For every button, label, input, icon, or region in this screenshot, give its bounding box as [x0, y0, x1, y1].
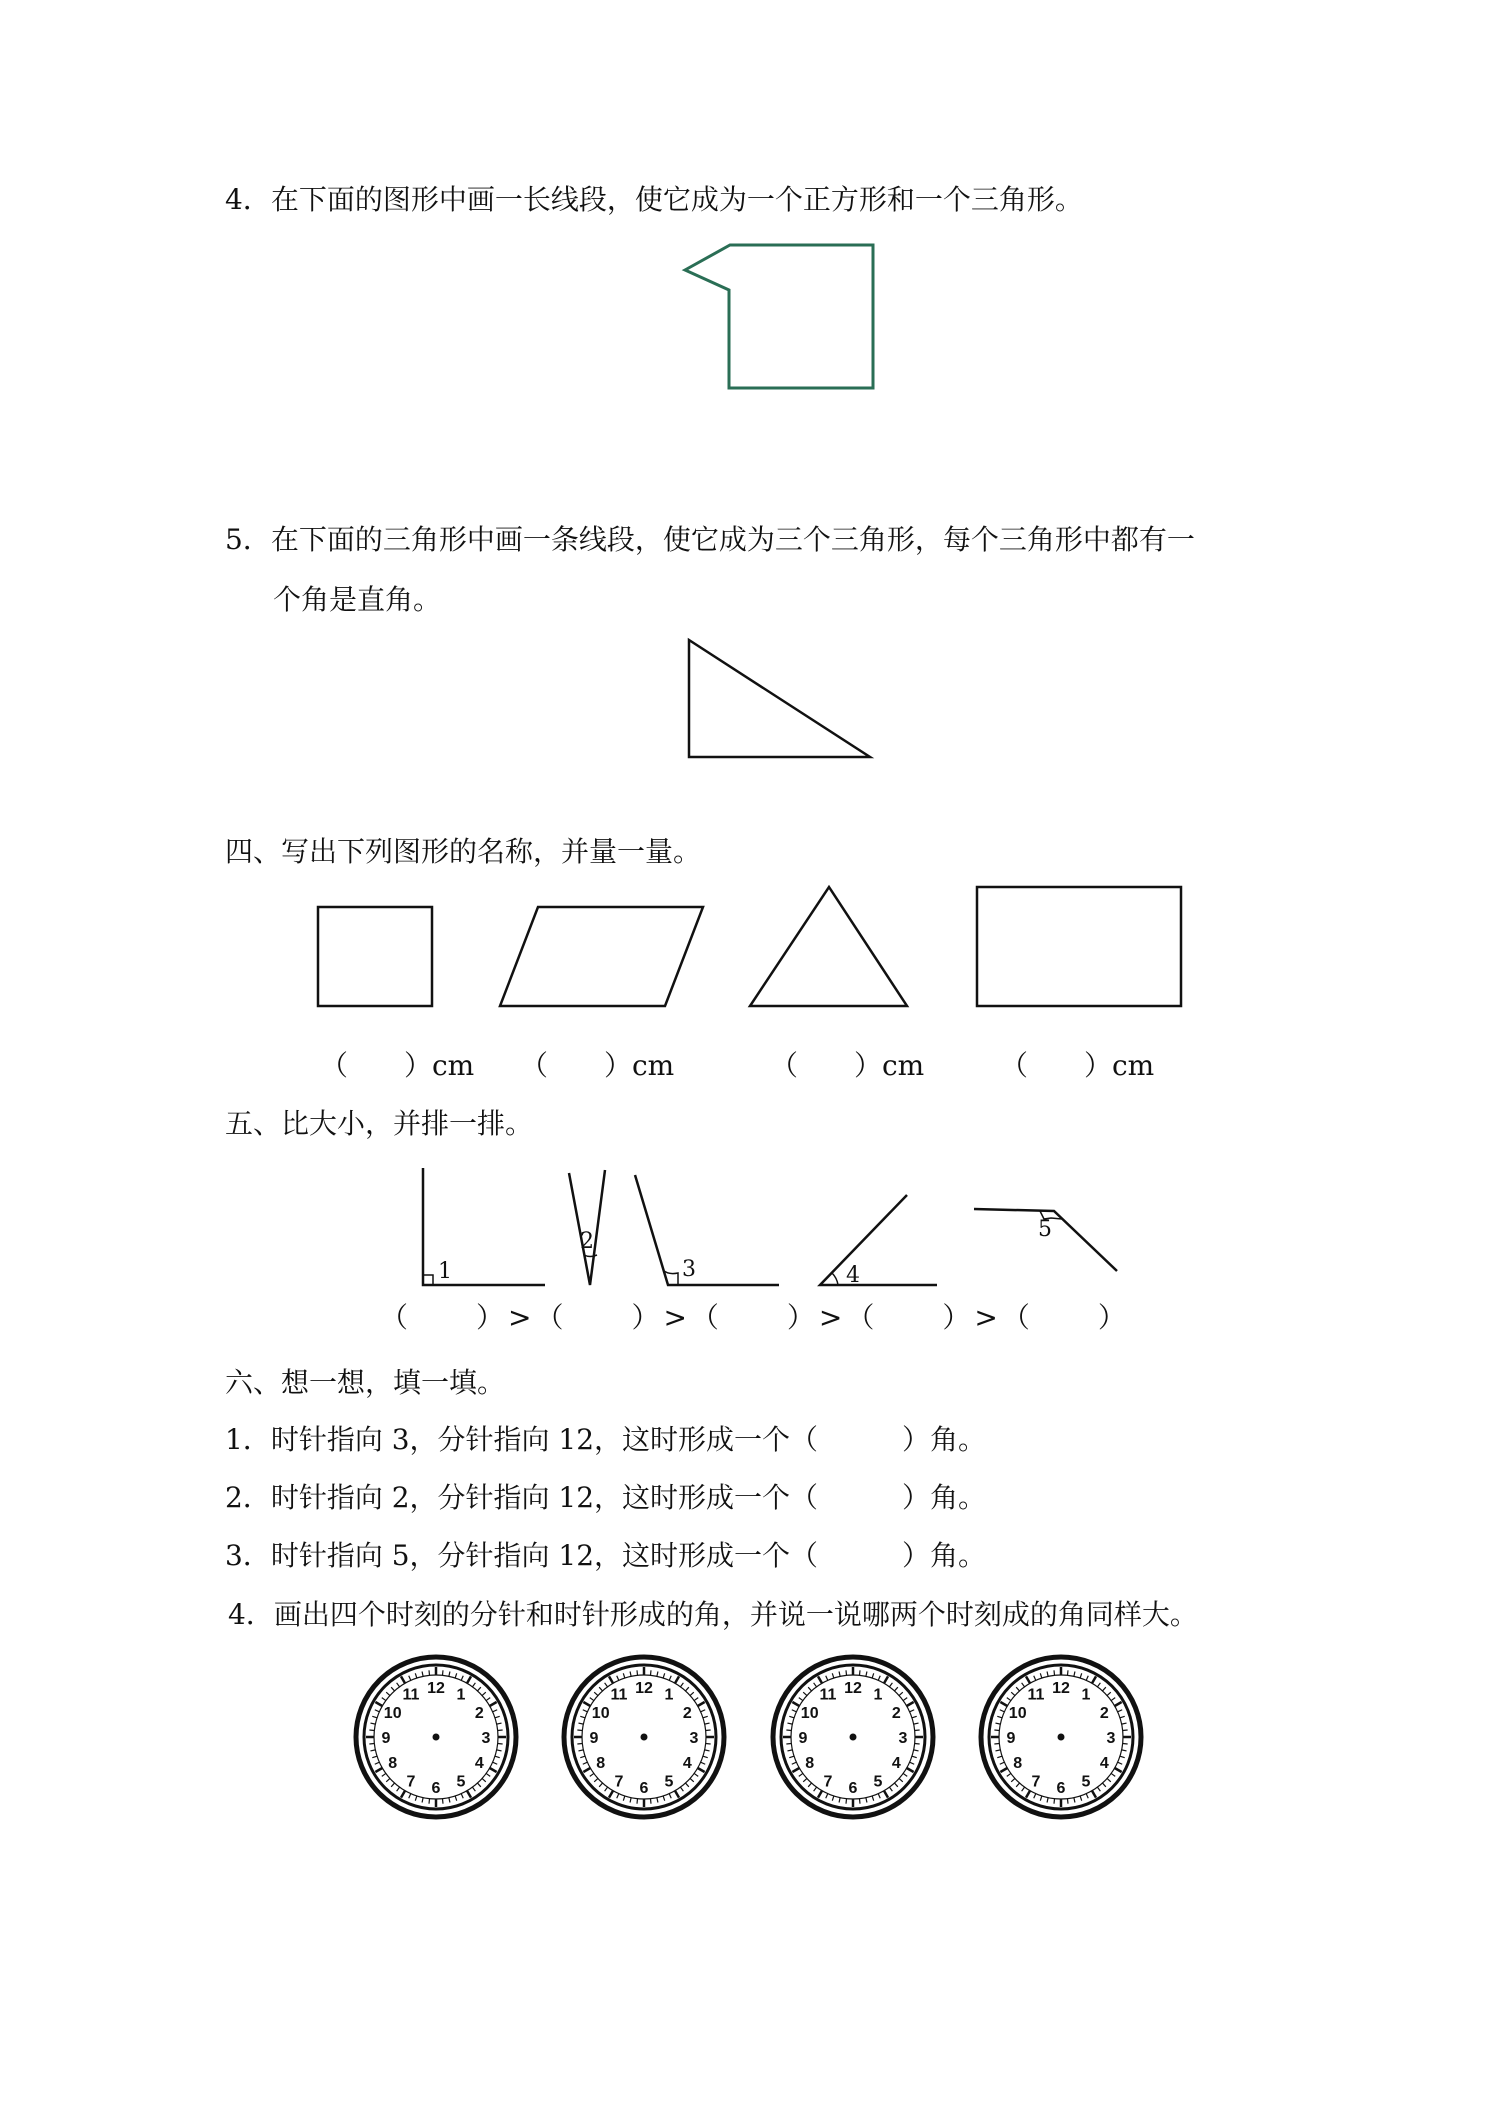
- parallelogram-shape: [500, 907, 703, 1006]
- section-6-heading: 六、想一想，填一填。: [225, 1366, 506, 1399]
- clock-numeral: 12: [844, 1680, 862, 1697]
- clock-numeral: 3: [898, 1730, 908, 1747]
- clock-numeral: 2: [1099, 1705, 1109, 1722]
- clock-numeral: 2: [474, 1705, 484, 1722]
- section-5-heading: 五、比大小，并排一排。: [225, 1107, 534, 1140]
- clock-numeral: 12: [427, 1680, 445, 1697]
- clock-numeral: 10: [591, 1705, 610, 1722]
- clock-numeral: 9: [589, 1730, 599, 1747]
- angle-label-2: 2: [580, 1229, 594, 1254]
- clock-numeral: 4: [891, 1755, 901, 1772]
- question-5-line2: 个角是直角。: [273, 583, 442, 616]
- clock-numeral: 12: [635, 1680, 653, 1697]
- clock-numeral: 5: [1081, 1773, 1091, 1791]
- clock-numeral: 11: [402, 1686, 420, 1704]
- square-shape: [318, 907, 432, 1006]
- angle-label-4: 4: [846, 1263, 860, 1288]
- clock-numeral: 9: [381, 1730, 391, 1747]
- clock-numeral: 9: [1006, 1730, 1016, 1747]
- clock-face[interactable]: [981, 1657, 1141, 1817]
- clock-numeral: 9: [798, 1730, 808, 1747]
- clock-numeral: 6: [639, 1780, 649, 1797]
- order-blank-row[interactable]: （ ）>（ ）>（ ）>（ ）>（ ）: [380, 1301, 1130, 1334]
- question-4-text: 4．在下面的图形中画一长线段，使它成为一个正方形和一个三角形。: [225, 183, 1083, 216]
- angle-3: [635, 1175, 779, 1285]
- clock-numeral: 1: [1081, 1686, 1091, 1704]
- clock-numeral: 8: [1013, 1755, 1023, 1772]
- angle-label-5: 5: [1038, 1217, 1052, 1242]
- clock-numeral: 6: [1056, 1780, 1066, 1797]
- clock-numeral: 8: [388, 1755, 398, 1772]
- clock-face[interactable]: [773, 1657, 933, 1817]
- clock-numeral: 5: [873, 1773, 883, 1791]
- clock-numeral: 7: [614, 1773, 624, 1791]
- angle-4: [820, 1195, 937, 1285]
- section-4-heading: 四、写出下列图形的名称，并量一量。: [225, 835, 702, 868]
- clock-face[interactable]: [564, 1657, 724, 1817]
- clock-numeral: 11: [1027, 1686, 1045, 1704]
- section-6-item-4: 4．画出四个时刻的分针和时针形成的角，并说一说哪两个时刻成的角同样大。: [228, 1598, 1198, 1631]
- clock-numeral: 11: [819, 1686, 837, 1704]
- clock-numeral: 5: [456, 1773, 466, 1791]
- clock-numeral: 3: [481, 1730, 491, 1747]
- clock-numeral: 4: [474, 1755, 484, 1772]
- section-6-item-1: 1．时针指向 3，分针指向 12，这时形成一个（ ）角。: [225, 1423, 987, 1456]
- clock-numeral: 1: [456, 1686, 466, 1704]
- clock-numeral: 10: [800, 1705, 819, 1722]
- answer-blank-2[interactable]: （ ）cm: [520, 1049, 675, 1082]
- clock-numeral: 1: [873, 1686, 883, 1704]
- clock-numeral: 3: [689, 1730, 699, 1747]
- clock-numeral: 4: [1099, 1755, 1109, 1772]
- clock-numeral: 7: [406, 1773, 416, 1791]
- clock-numeral: 5: [664, 1773, 674, 1791]
- clock-numeral: 6: [848, 1780, 858, 1797]
- clock-numeral: 8: [805, 1755, 815, 1772]
- section-6-item-2: 2．时针指向 2，分针指向 12，这时形成一个（ ）角。: [225, 1481, 987, 1514]
- clock-numeral: 7: [823, 1773, 833, 1791]
- angle-label-3: 3: [682, 1257, 696, 1282]
- question-5-line1: 5．在下面的三角形中画一条线段，使它成为三个三角形，每个三角形中都有一: [225, 523, 1195, 556]
- clock-numeral: 6: [431, 1780, 441, 1797]
- clock-numeral: 2: [682, 1705, 692, 1722]
- angle-label-1: 1: [438, 1259, 452, 1284]
- clock-numeral: 1: [664, 1686, 674, 1704]
- clock-face[interactable]: [356, 1657, 516, 1817]
- answer-blank-4[interactable]: （ ）cm: [1000, 1049, 1155, 1082]
- rectangle-shape: [977, 887, 1181, 1006]
- triangle-shape: [750, 887, 907, 1006]
- clock-numeral: 10: [1008, 1705, 1027, 1722]
- clock-numeral: 3: [1106, 1730, 1116, 1747]
- clock-numeral: 2: [891, 1705, 901, 1722]
- clock-numeral: 4: [682, 1755, 692, 1772]
- answer-blank-1[interactable]: （ ）cm: [320, 1049, 475, 1082]
- clock-numeral: 10: [383, 1705, 402, 1722]
- clock-numeral: 11: [610, 1686, 628, 1704]
- answer-blank-3[interactable]: （ ）cm: [770, 1049, 925, 1082]
- section-6-item-3: 3．时针指向 5，分针指向 12，这时形成一个（ ）角。: [225, 1539, 987, 1572]
- clock-numeral: 8: [596, 1755, 606, 1772]
- clock-numeral: 12: [1052, 1680, 1070, 1697]
- clock-numeral: 7: [1031, 1773, 1041, 1791]
